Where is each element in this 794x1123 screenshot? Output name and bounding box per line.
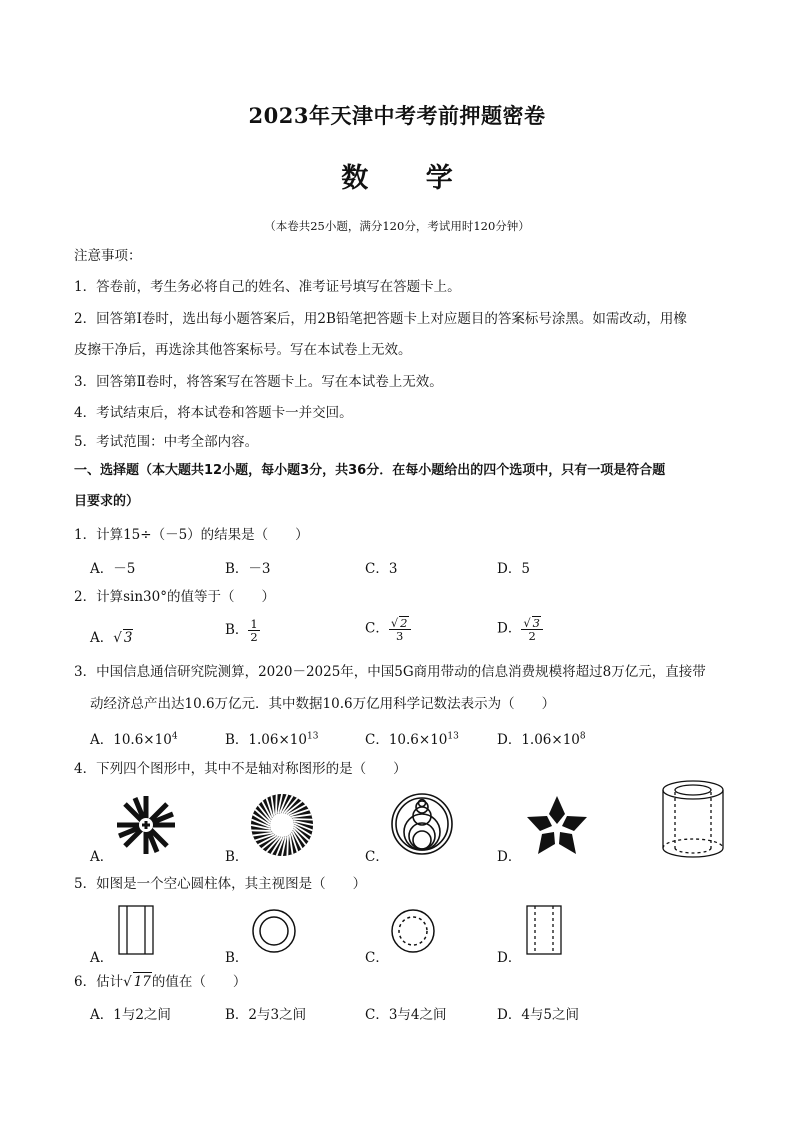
sunburst-ray <box>276 794 277 814</box>
q6-option-d: D．4与5之间 <box>497 1007 580 1023</box>
q6-stem-suffix: 的值在（ ） <box>151 974 247 990</box>
q2-option-c-numerator <box>389 616 411 630</box>
note-item-4: 4．考试结束后，将本试卷和答题卡一并交回。 <box>74 405 353 421</box>
q5-option-d-label: D． <box>497 950 522 966</box>
q2-option-a-radicand: 3 <box>123 630 133 646</box>
q5-stem: 5．如图是一个空心圆柱体，其主视图是（ ） <box>74 876 367 892</box>
q4-stem: 4．下列四个图形中，其中不是轴对称图形的是（ ） <box>74 761 407 777</box>
q2-option-c-fraction <box>389 616 411 642</box>
section-heading-cont: 目要求的） <box>74 494 140 509</box>
q4-option-c-label: C． <box>365 849 389 865</box>
q4-figure-b-sunburst <box>249 792 315 858</box>
q3-option-a-base: A．10.6×10 <box>90 732 172 748</box>
exam-title: 2023年天津中考考前押题密卷 <box>248 103 546 128</box>
section-heading: 一、选择题（本大题共12小题，每小题3分，共36分．在每小题给出的四个选项中，只有一项是符合题 <box>74 463 666 478</box>
q4-option-a-label: A． <box>90 849 114 865</box>
note-item-2-cont: 皮擦干净后，再选涂其他答案标号。写在本试卷上无效。 <box>74 342 412 358</box>
exam-info: （本卷共25小题，满分120分，考试用时120分钟） <box>264 219 530 233</box>
q2-option-b-numerator: 1 <box>250 617 258 631</box>
radical-sign: √ <box>523 616 531 630</box>
q2-option-c-denominator: 3 <box>396 629 404 643</box>
q4-option-d-label: D． <box>497 849 522 865</box>
q5-figure-c-ring-dashed <box>390 908 436 954</box>
q5-option-b-label: B． <box>225 950 249 966</box>
sunburst-ray <box>287 835 288 855</box>
q4-figure-a-starburst <box>113 792 179 858</box>
q4-figure-d-leaf-star <box>524 794 590 856</box>
radical-sign: √ <box>390 616 399 630</box>
q1-option-b: B．－3 <box>225 561 271 577</box>
note-item-2: 2．回答第Ⅰ卷时，选出每小题答案后，用2B铅笔把答题卡上对应题目的答案标号涂黑。如需改动，用橡 <box>74 311 687 327</box>
q5-option-a-label: A． <box>90 950 114 966</box>
q5-figure-b-ring <box>251 908 297 954</box>
q3-option-c-base: C．10.6×10 <box>365 732 448 748</box>
q5-option-c-label: C． <box>365 950 389 966</box>
q2-option-c-label: C． <box>365 620 389 637</box>
q2-option-b <box>225 618 260 643</box>
q5-figure-d-rectangle-dashed <box>523 904 565 956</box>
radical-sign: √ <box>113 630 122 646</box>
q2-option-b-denominator: 2 <box>250 630 258 644</box>
q2-stem: 2．计算sin30°的值等于（ ） <box>74 589 275 605</box>
q2-option-d-fraction <box>521 616 543 642</box>
q4-option-b-label: B． <box>225 849 249 865</box>
q3-option-d-exponent: 8 <box>579 731 586 742</box>
q1-stem: 1．计算15÷（－5）的结果是（ ） <box>74 527 309 543</box>
q2-option-d <box>497 616 543 642</box>
q3-option-a-exponent: 4 <box>171 731 178 742</box>
q3-option-c <box>365 728 459 748</box>
q2-option-a <box>90 626 133 646</box>
q3-option-c-exponent: 13 <box>447 731 459 742</box>
sunburst-ray <box>251 830 271 831</box>
radical-sign: √ <box>123 974 132 990</box>
q2-option-c <box>365 616 411 642</box>
q2-option-b-fraction <box>248 618 259 643</box>
q2-option-d-denominator: 2 <box>528 629 536 643</box>
q3-option-d-base: D．1.06×10 <box>497 732 580 748</box>
q6-stem-prefix: 6．估计 <box>74 974 124 990</box>
q3-stem-line1: 3．中国信息通信研究院测算，2020－2025年，中国5G商用带动的信息消费规模将超过8万亿元，直接带 <box>74 664 706 680</box>
q1-option-d: D．5 <box>497 561 530 577</box>
hollow-cylinder-icon <box>656 778 730 862</box>
q5-figure-a-rectangle-solid <box>115 904 157 956</box>
q2-option-c-radicand: 2 <box>400 616 408 630</box>
q3-stem-line2: 动经济总产出达10.6万亿元．其中数据10.6万亿用科学记数法表示为（ ） <box>90 696 556 712</box>
q2-option-b-label: B． <box>225 622 249 638</box>
q6-option-b: B．2与3之间 <box>225 1007 307 1023</box>
q3-option-b-exponent: 13 <box>306 731 319 742</box>
q6-option-a: A．1与2之间 <box>90 1007 171 1023</box>
q2-option-d-numerator <box>521 616 543 630</box>
subject-title: 数 学 <box>341 163 477 194</box>
q3-option-b-base: B．1.06×10 <box>225 732 307 748</box>
q6-stem-radicand: 17 <box>133 974 151 990</box>
sunburst-ray <box>292 819 312 820</box>
q6-stem <box>74 972 246 991</box>
note-item-1: 1．答卷前，考生务必将自己的姓名、准考证号填写在答题卡上。 <box>74 279 461 295</box>
q6-option-c: C．3与4之间 <box>365 1007 447 1023</box>
q3-option-b <box>225 728 318 748</box>
q1-option-a: A．－5 <box>90 561 136 577</box>
q1-option-c: C．3 <box>365 561 398 577</box>
note-item-5: 5．考试范围：中考全部内容。 <box>74 434 259 450</box>
q2-option-a-label: A． <box>90 630 114 646</box>
note-item-3: 3．回答第Ⅱ卷时，将答案写在答题卡上。写在本试卷上无效。 <box>74 374 443 390</box>
q3-option-a <box>90 728 178 748</box>
q4-figure-c-circles <box>390 792 454 856</box>
notes-heading: 注意事项： <box>74 248 142 264</box>
q3-option-d <box>497 728 586 748</box>
q2-option-d-radicand: 3 <box>532 616 540 630</box>
q2-option-d-label: D． <box>497 620 522 637</box>
